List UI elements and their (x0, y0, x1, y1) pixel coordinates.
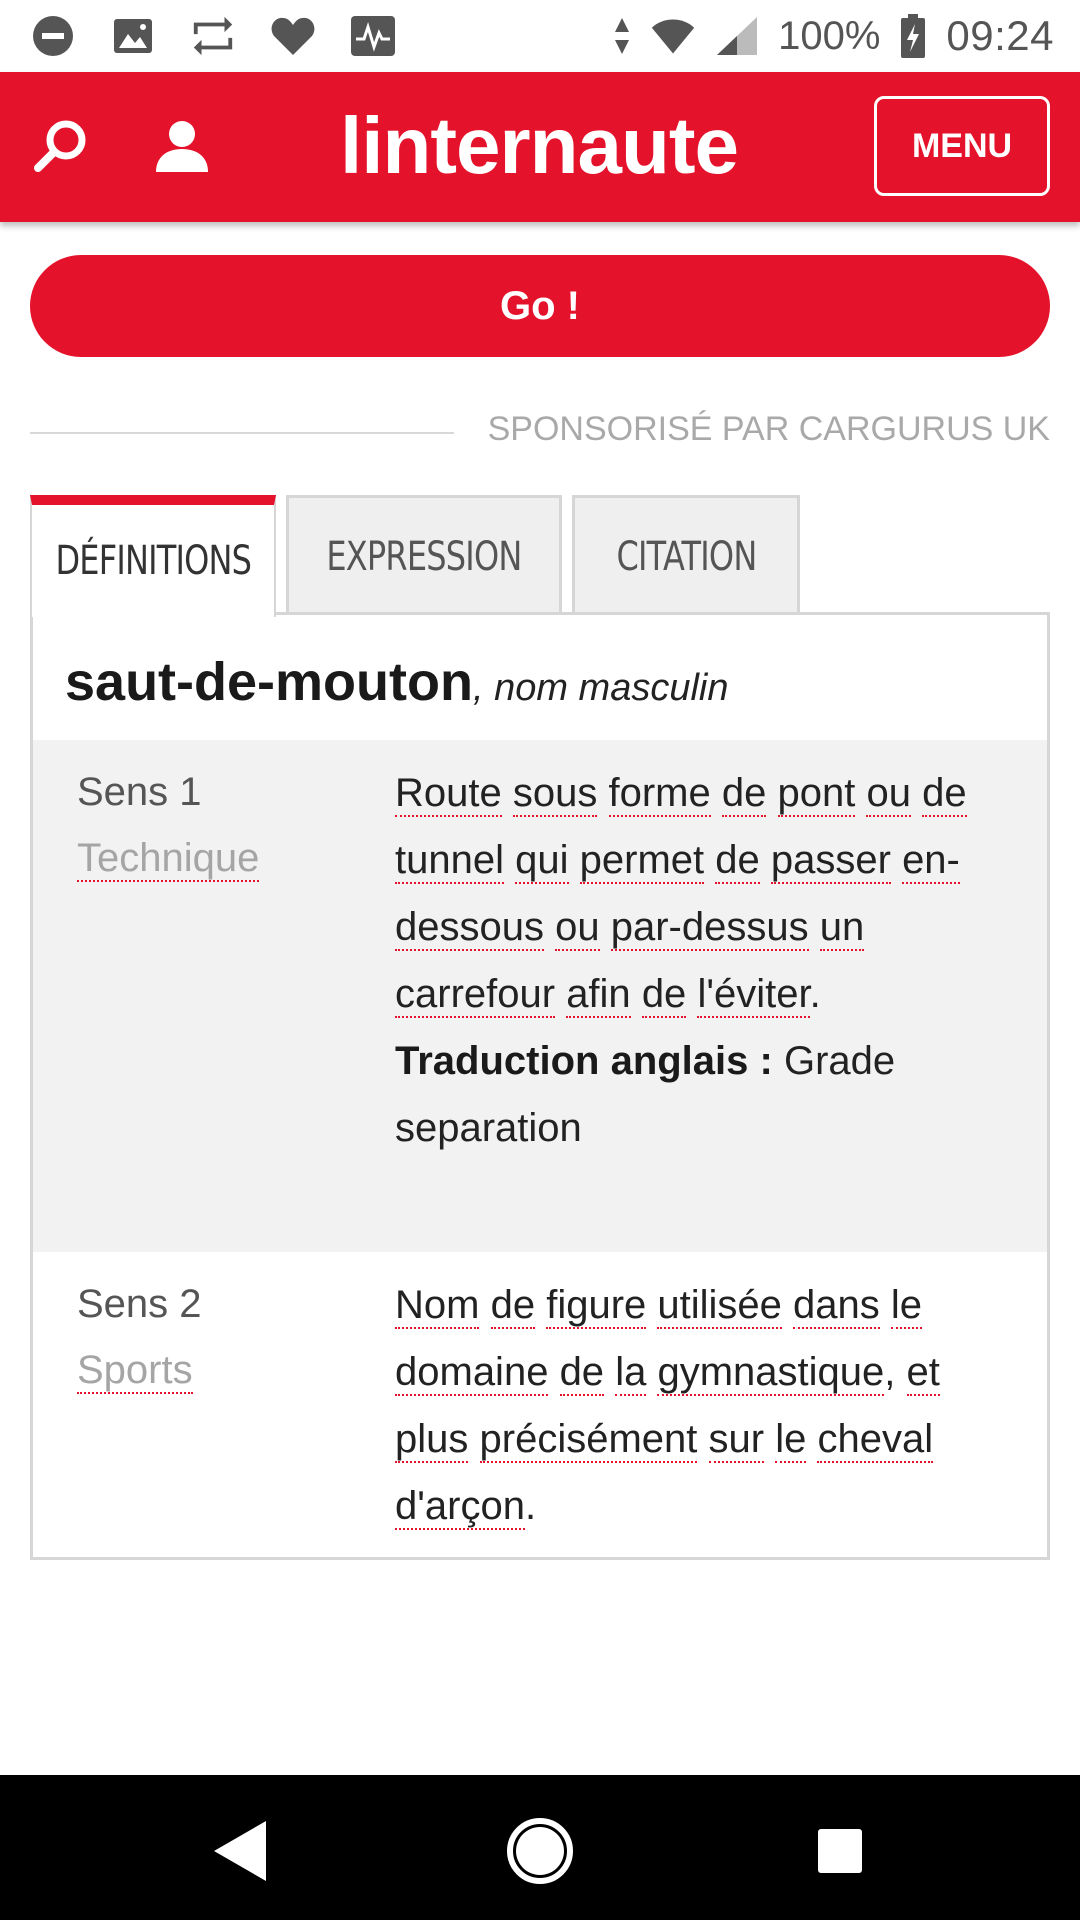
tab-citation[interactable]: CITATION (572, 495, 800, 615)
search-icon[interactable] (24, 110, 96, 182)
sense-number: Sens 1 (77, 770, 202, 814)
dnd-icon (30, 13, 76, 59)
home-button[interactable] (500, 1811, 580, 1891)
sense-definition (395, 760, 1015, 1162)
definition-word-link[interactable]: en-dessous (395, 838, 960, 949)
signal-icon (714, 13, 760, 59)
sense-row (33, 1252, 1047, 1557)
sense-row (33, 740, 1047, 1252)
sense-domain-link[interactable]: Sports (77, 1348, 193, 1392)
definition-word-link[interactable]: le (775, 1417, 807, 1461)
definition-end: . (524, 1484, 537, 1528)
definition-word-link[interactable]: pont (777, 771, 856, 815)
translation-value: Grade separation (395, 1039, 896, 1150)
entry-title (65, 651, 729, 713)
definition-word-link[interactable]: qui (515, 838, 569, 882)
back-button[interactable] (200, 1811, 280, 1891)
battery-percent: 100% (778, 13, 881, 58)
definition-word-link[interactable]: précisément (479, 1417, 698, 1461)
definition-word-link[interactable]: plus (395, 1417, 469, 1461)
definition-word-link[interactable]: de (490, 1283, 536, 1327)
definition-word-link[interactable]: gymnastique (657, 1350, 885, 1394)
definition-word-link[interactable]: et (906, 1350, 940, 1394)
tab-expression[interactable]: EXPRESSION (286, 495, 562, 615)
definition-word-link[interactable]: de (715, 838, 760, 882)
definition-word-link[interactable]: le (890, 1283, 923, 1327)
menu-button[interactable]: MENU (874, 96, 1050, 196)
definition-text (395, 1283, 922, 1396)
definition-word-link[interactable]: forme (608, 771, 711, 815)
data-arrows-icon (612, 13, 632, 59)
definition-word-link[interactable]: l'éviter (697, 972, 810, 1016)
definition-word-link[interactable]: sur (708, 1417, 765, 1461)
definition-word-link[interactable]: de (721, 771, 767, 815)
sense-definition (395, 1272, 1015, 1540)
definition-text (395, 771, 967, 1018)
clock: 09:24 (946, 12, 1054, 59)
definition-word-link[interactable]: passer (770, 838, 891, 882)
entry-pos: , nom masculin (472, 667, 729, 709)
definition-word-link[interactable]: ou (866, 771, 911, 815)
definition-word-link[interactable]: figure (546, 1283, 647, 1327)
definition-word-link[interactable]: de (641, 972, 687, 1016)
definition-word-link[interactable]: de (922, 771, 967, 815)
definition-panel (30, 612, 1050, 1560)
battery-charging-icon (898, 13, 928, 59)
tab-definitions[interactable]: DÉFINITIONS (30, 495, 276, 617)
definition-word-link[interactable]: afin (566, 972, 631, 1016)
definition-word-link[interactable]: ou (555, 905, 600, 949)
definition-word-link[interactable]: par-dessus (610, 905, 809, 949)
definition-word-link[interactable]: Route (395, 771, 502, 815)
site-header (0, 72, 1080, 222)
user-icon[interactable] (146, 110, 218, 182)
translation-label: Traduction anglais : (395, 1039, 773, 1083)
definition-word-link[interactable]: un (819, 905, 865, 949)
definition-word-link[interactable]: domaine (395, 1350, 549, 1394)
definition-word-link[interactable]: d'arçon (395, 1484, 525, 1528)
status-bar (0, 0, 1080, 72)
sponsored-label: SPONSORISÉ PAR CARGURUS UK (487, 410, 1050, 448)
site-logo[interactable]: linternaute (340, 101, 738, 190)
wifi-icon (650, 13, 696, 59)
activity-icon (350, 13, 396, 59)
definition-comma: , (884, 1350, 896, 1394)
definition-word-link[interactable]: cheval (817, 1417, 934, 1461)
sense-domain-link[interactable]: Technique (77, 836, 260, 880)
definition-word-link[interactable]: permet (579, 838, 705, 882)
definition-word-link[interactable]: tunnel (395, 838, 504, 882)
definition-word-link[interactable]: la (615, 1350, 647, 1394)
definition-word-link[interactable]: dans (793, 1283, 880, 1327)
recents-button[interactable] (800, 1811, 880, 1891)
go-button[interactable]: Go ! (30, 255, 1050, 357)
sense-number: Sens 2 (77, 1282, 202, 1326)
definition-end: . (809, 972, 821, 1016)
definition-word-link[interactable]: carrefour (395, 972, 556, 1016)
heart-icon (270, 13, 316, 59)
android-nav-bar (0, 1775, 1080, 1920)
sponsor-divider (30, 432, 454, 434)
repeat-icon (190, 13, 236, 59)
definition-word-link[interactable]: sous (512, 771, 598, 815)
entry-word: saut-de-mouton (65, 652, 473, 712)
definition-word-link[interactable]: de (559, 1350, 605, 1394)
image-icon (110, 13, 156, 59)
definition-word-link[interactable]: utilisée (657, 1283, 782, 1327)
definition-word-link[interactable]: Nom (395, 1283, 480, 1327)
